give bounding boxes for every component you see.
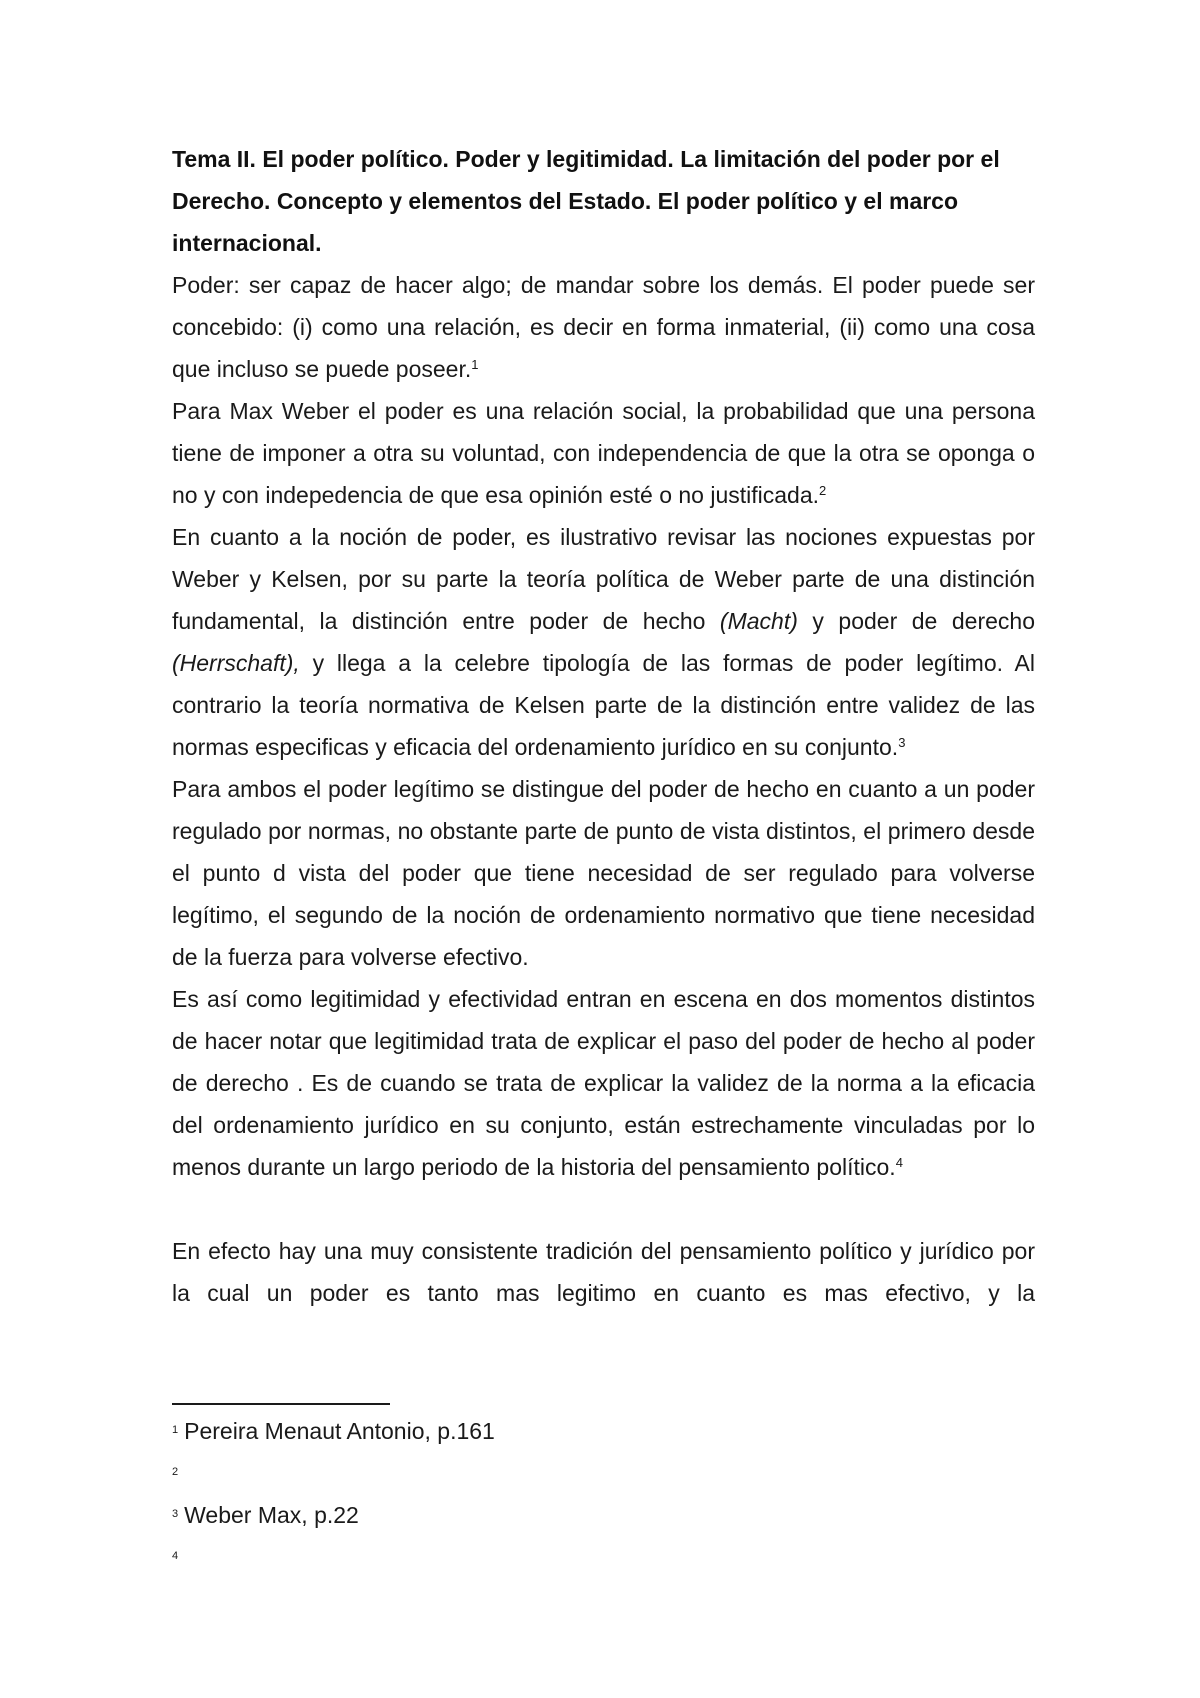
footnote-4: 4 xyxy=(172,1550,179,1562)
paragraph-text: En cuanto a la noción de poder, es ilustrativo revisar las nociones expuestas por Weber y Kelsen, por su parte la teoría política de Weber parte de una distinción fundamental, la distinción entre poder de hecho xyxy=(172,524,1035,634)
paragraph-text: y llega a la celebre tipología de las formas de poder legítimo. Al contrario la teoría normativa de Kelsen parte de la distinción entre validez de las normas especificas y eficacia del ordenamiento jurídico en su conjunto. xyxy=(172,650,1035,760)
paragraph-power-definition xyxy=(172,264,1035,390)
paragraph-legitimate-power xyxy=(172,768,1035,978)
paragraph-tradition xyxy=(172,1230,1035,1314)
paragraph-weber-kelsen xyxy=(172,516,1035,768)
footnote-3: 3 Weber Max, p.22 xyxy=(172,1502,359,1528)
term-macht: (Macht) xyxy=(719,608,798,634)
paragraph-spacer xyxy=(172,1188,1035,1230)
paragraph-legitimacy-effectiveness xyxy=(172,978,1035,1188)
footnotes-section xyxy=(172,1410,1035,1578)
paragraph-text: En efecto hay una muy consistente tradición del pensamiento político y jurídico por la cual un poder es tanto mas legitimo en cuanto es mas efectivo, y la xyxy=(172,1238,1035,1306)
footnote-reference[interactable]: 4 xyxy=(895,1155,903,1170)
footnote-reference[interactable]: 3 xyxy=(898,735,906,750)
paragraph-text: Poder: ser capaz de hacer algo; de mandar sobre los demás. El poder puede ser concebido: (i) como una relación, es decir en forma inmaterial, (ii) como una cosa que incluso se puede poseer. xyxy=(172,272,1035,382)
document-title: Tema II. El poder político. Poder y legitimidad. La limitación del poder por el Derecho. Concepto y elementos del Estado. El poder político y el marco internacional. xyxy=(172,146,1000,256)
footnote-text: Weber Max, p.22 xyxy=(184,1502,359,1528)
paragraph-text: Para Max Weber el poder es una relación social, la probabilidad que una persona tiene de imponer a otra su voluntad, con independencia de que la otra se oponga o no y con indepedencia de que esa opinión esté o no justificada. xyxy=(172,398,1035,508)
paragraph-text: y poder de derecho xyxy=(797,608,1035,634)
paragraph-weber xyxy=(172,390,1035,516)
paragraph-text: Es así como legitimidad y efectividad entran en escena en dos momentos distintos de hacer notar que legitimidad trata de explicar el paso del poder de hecho al poder de derecho . Es de cuando se trata de explicar la validez de la norma a la eficacia del ordenamiento jurídico en su conjunto, están estrechamente vinculadas por lo menos durante un largo periodo de la historia del pensamiento político. xyxy=(172,986,1035,1180)
footnote-text: Pereira Menaut Antonio, p.161 xyxy=(184,1418,495,1444)
footnote-reference[interactable]: 2 xyxy=(819,483,827,498)
document-body xyxy=(172,138,1035,1314)
paragraph-text: Para ambos el poder legítimo se distingue del poder de hecho en cuanto a un poder regulado por normas, no obstante parte de punto de vista distintos, el primero desde el punto d vista del poder que tiene necesidad de ser regulado para volverse legítimo, el segundo de la noción de ordenamiento normativo que tiene necesidad de la fuerza para volverse efectivo. xyxy=(172,776,1035,970)
footnote-reference[interactable]: 1 xyxy=(471,357,479,372)
footnote-separator xyxy=(172,1403,390,1405)
footnote-1: 1 Pereira Menaut Antonio, p.161 xyxy=(172,1418,495,1444)
footnote-2: 2 xyxy=(172,1466,179,1478)
term-herrschaft: (Herrschaft), xyxy=(172,650,300,676)
